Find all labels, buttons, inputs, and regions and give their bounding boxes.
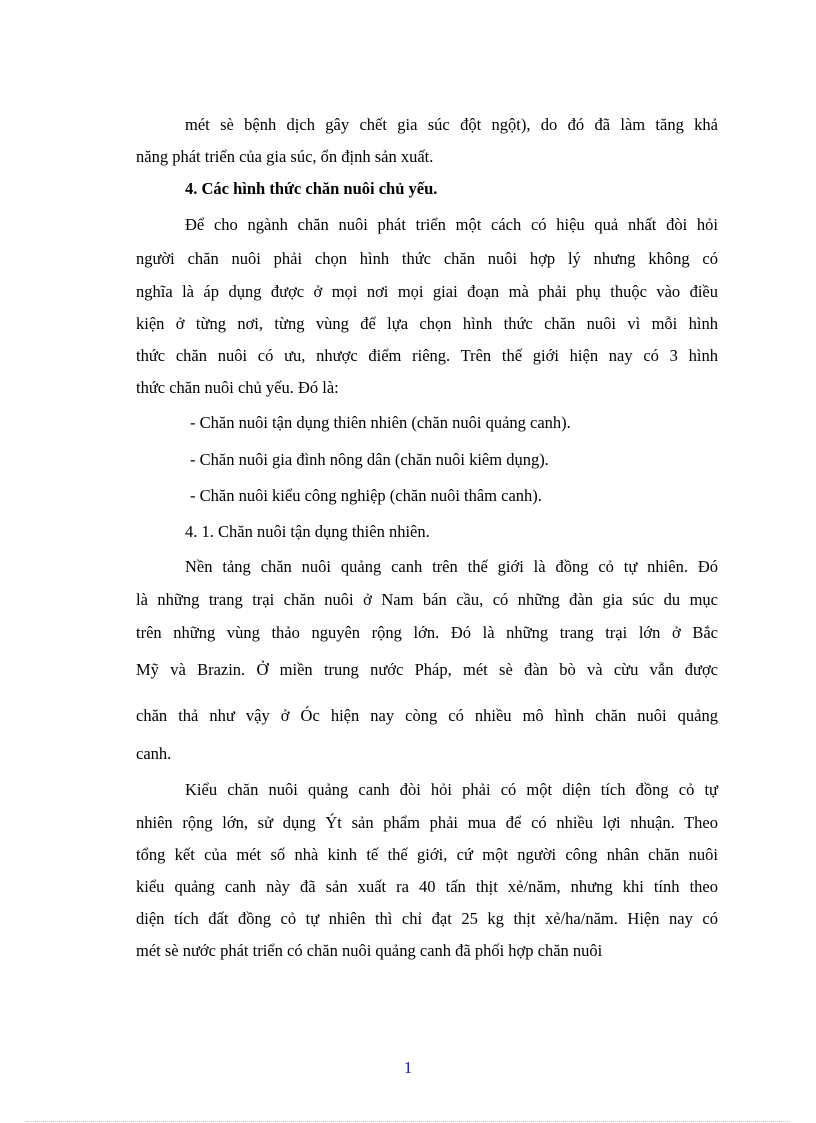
text-line: thức chăn nuôi chủ yếu. Đó là: — [136, 378, 339, 397]
list-item: - Chăn nuôi kiểu công nghiệp (chăn nuôi thâm canh). — [190, 486, 542, 505]
text-line: Nền tảng chăn nuôi quảng canh trên thế giới là đồng cỏ tự nhiên. Đó — [185, 557, 718, 576]
text-line: kiện ở từng nơi, từng vùng để lựa chọn hình thức chăn nuôi vì mỗi hình — [136, 314, 718, 333]
text-line: kiểu quảng canh này đã sản xuất ra 40 tấn thịt xẻ/năm, nhưng khi tính theo — [136, 877, 718, 896]
text-line: mét sè bệnh dịch gây chết gia súc đột ngột), do đó đã làm tăng khả — [185, 115, 718, 134]
text-line: là những trang trại chăn nuôi ở Nam bán cầu, có những đàn gia súc du mục — [136, 590, 718, 609]
list-item: - Chăn nuôi tận dụng thiên nhiên (chăn nuôi quảng canh). — [190, 413, 571, 432]
text-line: nhiên rộng lớn, sử dụng Ýt sản phẩm phải mua để có nhiều lợi nhuận. Theo — [136, 813, 718, 832]
list-item: - Chăn nuôi gia đình nông dân (chăn nuôi kiêm dụng). — [190, 450, 549, 469]
section-heading: 4. Các hình thức chăn nuôi chủ yếu. — [185, 179, 438, 198]
text-line: Để cho ngành chăn nuôi phát triển một cách có hiệu quả nhất đòi hỏi — [185, 215, 718, 234]
text-line: mét sè nước phát triển có chăn nuôi quảng canh đã phối hợp chăn nuôi — [136, 941, 603, 960]
text-line: năng phát triển của gia súc, ổn định sản xuất. — [136, 147, 434, 166]
text-line: tổng kết của mét số nhà kinh tế thế giới, cứ một người công nhân chăn nuôi — [136, 845, 718, 864]
footer-divider — [26, 1121, 790, 1122]
text-line: diện tích đất đồng cỏ tự nhiên thì chỉ đạt 25 kg thịt xẻ/ha/năm. Hiện nay có — [136, 909, 718, 928]
text-line: canh. — [136, 744, 172, 763]
text-line: Kiểu chăn nuôi quảng canh đòi hỏi phải có một diện tích đồng cỏ tự — [185, 780, 718, 799]
text-line: trên những vùng thảo nguyên rộng lớn. Đó là những trang trại lớn ở Bắc — [136, 623, 718, 642]
text-line: người chăn nuôi phải chọn hình thức chăn nuôi hợp lý nhưng không có — [136, 249, 718, 268]
text-line: nghĩa là áp dụng được ở mọi nơi mọi giai đoạn mà phải phụ thuộc vào điều — [136, 282, 718, 301]
page-number: 1 — [403, 1058, 413, 1077]
text-line: Mỹ và Brazin. Ở miền trung nước Pháp, mét sè đàn bò và cừu vẫn được — [136, 660, 718, 679]
text-line: thức chăn nuôi có ưu, nhược điểm riêng. Trên thế giới hiện nay có 3 hình — [136, 346, 718, 365]
text-line: chăn thả như vậy ở Óc hiện nay còng có nhiều mô hình chăn nuôi quảng — [136, 706, 718, 725]
subsection-heading: 4. 1. Chăn nuôi tận dụng thiên nhiên. — [185, 522, 430, 541]
